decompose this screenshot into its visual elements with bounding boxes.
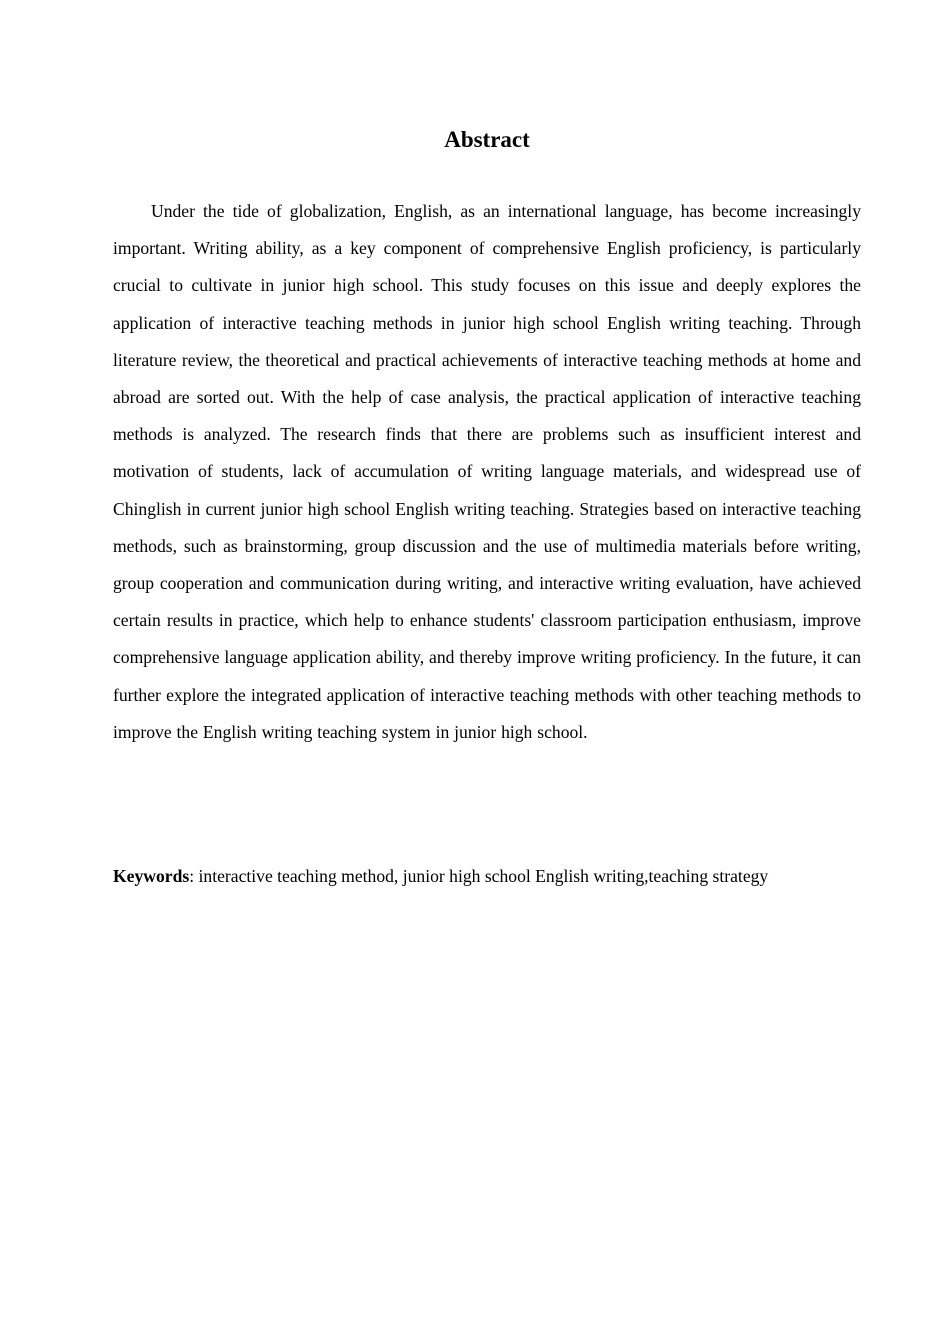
abstract-paragraph: Under the tide of globalization, English, as an international language, has become increasingly important. Writing ability, as a key component of comprehensive English proficiency, is particularly crucial to cultivate in junior high school. This study focuses on this issue and deeply explores the application of interactive teaching methods in junior high school English writing teaching. Through literature review, the theoretical and practical achievements of interactive teaching methods at home and abroad are sorted out. With the help of case analysis, the practical application of interactive teaching methods is analyzed. The research finds that there are problems such as insufficient interest and motivation of students, lack of accumulation of writing language materials, and widespread use of Chinglish in current junior high school English writing teaching. Strategies based on interactive teaching methods, such as brainstorming, group discussion and the use of multimedia materials before writing, group cooperation and communication during writing, and interactive writing evaluation, have achieved certain results in practice, which help to enhance students' classroom participation enthusiasm, improve comprehensive language application ability, and thereby improve writing proficiency. In the future, it can further explore the integrated application of interactive teaching methods with other teaching methods to improve the English writing teaching system in junior high school. — [113, 201, 861, 742]
keywords-text: : interactive teaching method, junior high school English writing,teaching strategy — [189, 866, 769, 886]
keywords-line — [113, 858, 873, 894]
page-title: Abstract — [444, 127, 530, 152]
keywords-label: Keywords — [113, 866, 190, 886]
